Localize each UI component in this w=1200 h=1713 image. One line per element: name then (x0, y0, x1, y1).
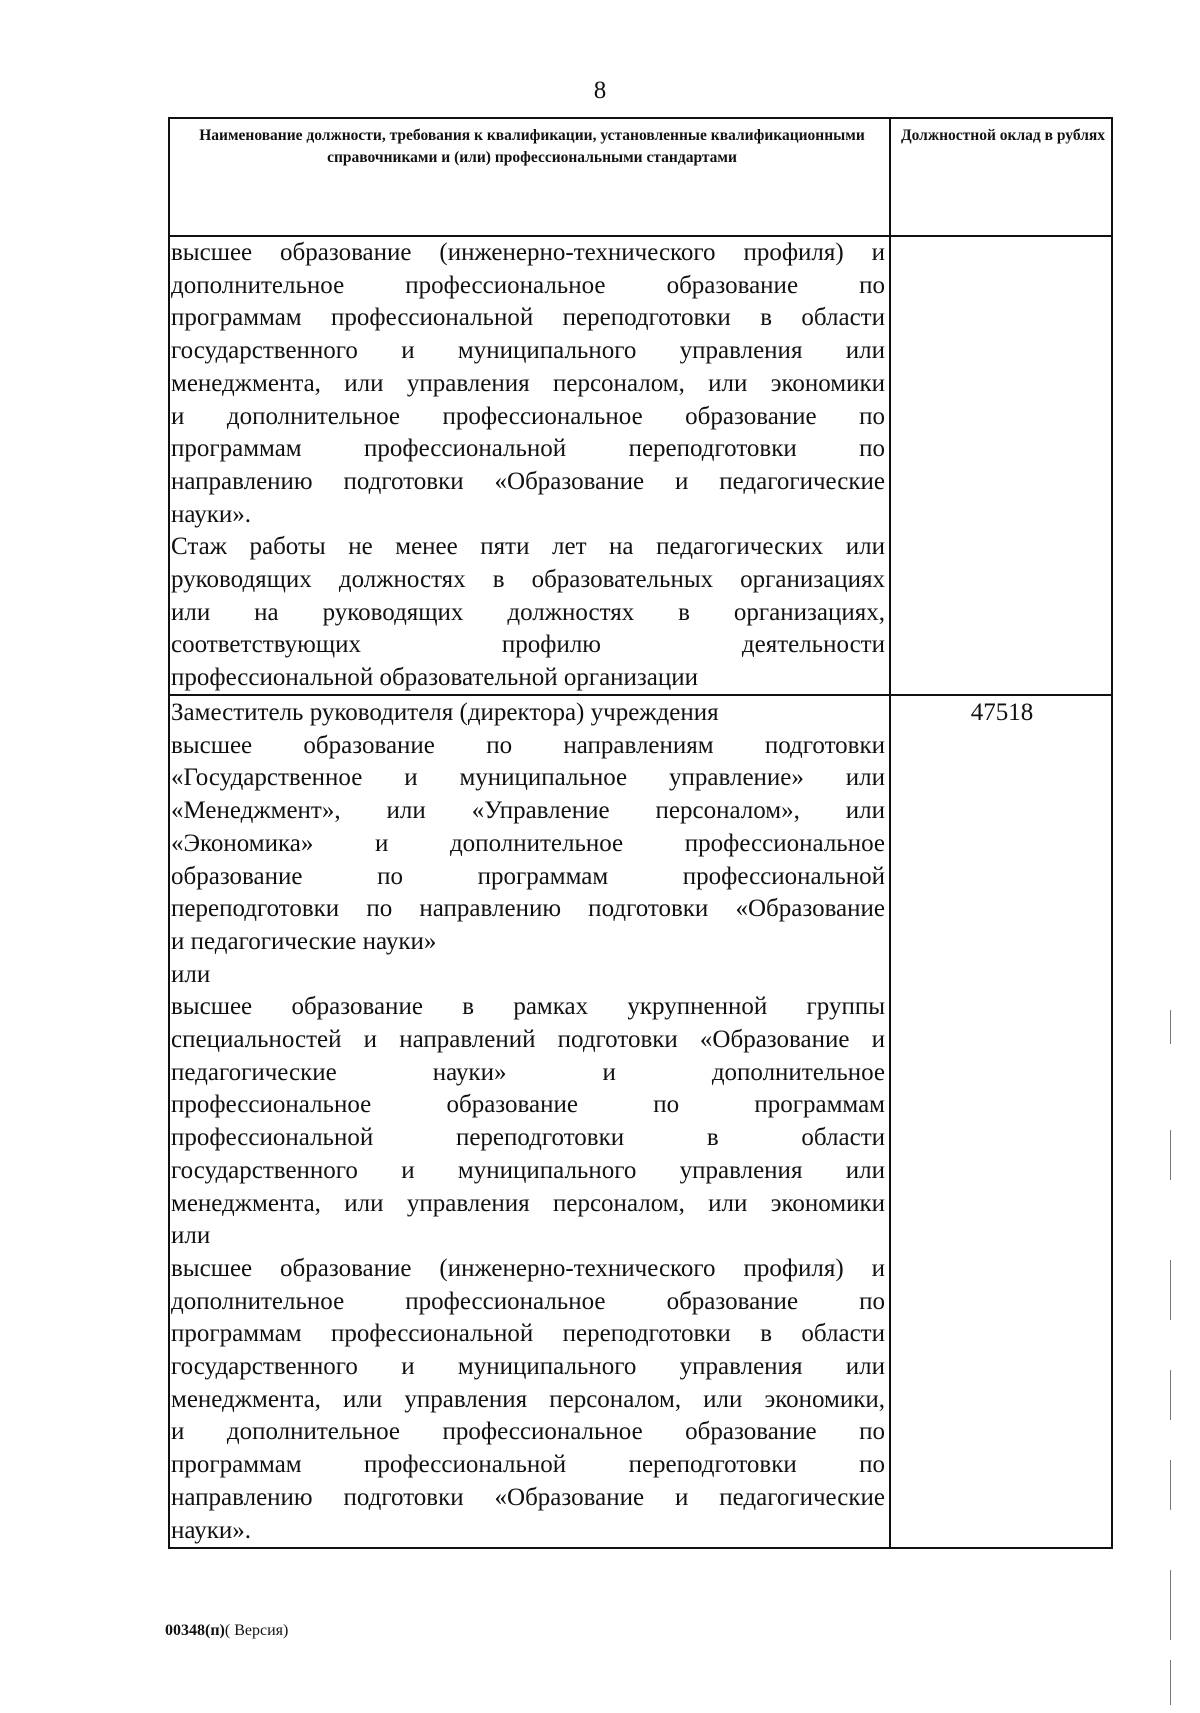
text-line: руководящих должностях в образовательных организациях (171, 566, 885, 594)
text-line: программам профессиональной переподготовки по (171, 435, 885, 463)
text-line: программам профессиональной переподготовки в области (171, 1320, 885, 1348)
header-position-title: Наименование должности, требования к квалификации, установленные квалификационными справочниками и (или) профессиональными стандартами (199, 127, 865, 166)
text-line: программам профессиональной переподготовки в области (171, 304, 885, 332)
scan-artifact (1170, 1370, 1171, 1420)
text-line: дополнительное профессиональное образование по (171, 1287, 885, 1315)
document-code: 00348(п) (165, 1622, 225, 1639)
text-line: государственного и муниципального управления или (171, 337, 885, 365)
text-line: и дополнительное профессиональное образование по (171, 1418, 885, 1446)
position-name: Заместитель руководителя (директора) учреждения (171, 699, 719, 726)
scan-artifact (1170, 1570, 1171, 1640)
scan-artifact (1170, 1260, 1171, 1320)
text-line: и педагогические науки» (171, 927, 437, 955)
text-line: или на руководящих должностях в организациях, (171, 598, 885, 626)
text-line: менеджмента, или управления персоналом, или экономики (171, 1189, 885, 1217)
text-line: высшее образование (инженерно-технического профиля) и (171, 239, 885, 266)
text-line: профессиональной переподготовки в области (171, 1124, 885, 1152)
text-line: менеджмента, или управления персоналом, или экономики (171, 369, 885, 397)
text-line: высшее образование в рамках укрупненной группы (171, 993, 885, 1021)
text-line: образование по программам профессиональной (171, 862, 885, 890)
scan-artifact (1170, 1010, 1171, 1044)
row-1-requirements (171, 237, 885, 695)
text-line: направлению подготовки «Образование и педагогические (171, 467, 885, 495)
column-divider (889, 119, 891, 1547)
scan-artifact (1170, 1660, 1171, 1705)
text-line: «Государственное и муниципальное управление» или (171, 764, 885, 792)
header-salary-title: Должностной оклад в рублях (900, 127, 1106, 144)
scan-artifact (1170, 1460, 1171, 1510)
text-line: и дополнительное профессиональное образование по (171, 402, 885, 430)
text-line: высшее образование (инженерно-технического профиля) и (171, 1254, 885, 1282)
row-2-requirements (171, 697, 885, 1547)
text-line: «Менеджмент», или «Управление персоналом», или (171, 797, 885, 825)
text-line: переподготовки по направлению подготовки «Образование (171, 895, 885, 923)
text-line: соответствующих профилю деятельности (171, 631, 885, 659)
text-line: государственного и муниципального управления или (171, 1353, 885, 1381)
text-line: профессиональное образование по программам (171, 1091, 885, 1119)
text-line: «Экономика» и дополнительное профессиональное (171, 829, 885, 857)
row-2-salary: 47518 (970, 699, 1034, 726)
text-line: специальностей и направлений подготовки «Образование и (171, 1026, 885, 1054)
text-line: науки». (171, 1516, 251, 1544)
text-line: науки». (171, 500, 251, 528)
text-line: высшее образование по направлениям подготовки (171, 731, 885, 759)
document-version: ( Версия) (224, 1622, 289, 1639)
salary-table (168, 117, 1113, 1549)
text-line: Стаж работы не менее пяти лет на педагогических или (171, 533, 885, 561)
text-line: или (171, 960, 211, 988)
scan-artifact (1170, 1130, 1171, 1180)
text-line: менеджмента, или управления персоналом, или экономики, (171, 1385, 885, 1413)
text-line: или (171, 1222, 211, 1250)
text-line: направлению подготовки «Образование и педагогические (171, 1483, 885, 1511)
text-line: профессиональной образовательной организации (171, 664, 699, 692)
page-number: 8 (593, 77, 607, 104)
text-line: программам профессиональной переподготовки по (171, 1451, 885, 1479)
text-line: педагогические науки» и дополнительное (171, 1058, 885, 1086)
text-line: дополнительное профессиональное образование по (171, 271, 885, 299)
document-footer (165, 1621, 288, 1641)
text-line: государственного и муниципального управления или (171, 1156, 885, 1184)
